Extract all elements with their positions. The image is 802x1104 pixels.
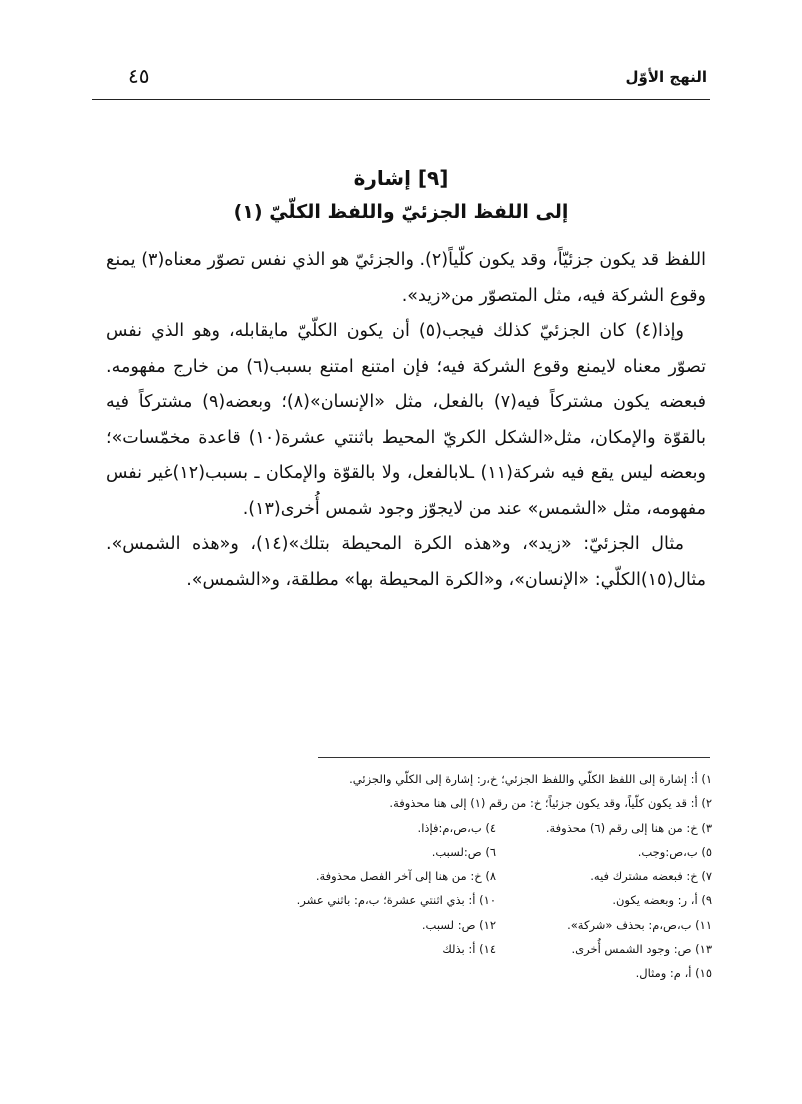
footnote-7: ٧) خ: فبعضه مشترك فيه. <box>590 869 712 884</box>
section-title: إلى اللفظ الجزئيّ واللفظ الكلّيّ (١) <box>233 201 569 223</box>
footnote-10: ١٠) أ: بذي اثنتي عشرة؛ ب،م: باثني عشر. <box>296 893 496 908</box>
footnote-pair <box>200 840 712 864</box>
footnote-1: ١) أ: إشارة إلى اللفظ الكلّي واللفظ الجزئي؛ خ،ر: إشارة إلى الكلّي والجزئي. <box>349 772 712 786</box>
footnote-3: ٣) خ: من هنا إلى رقم (٦) محذوفة. <box>545 820 712 835</box>
footnote-11: ١١) ب،ص،م: بحذف «شركة». <box>567 917 712 932</box>
page-number: ٤٥ <box>128 64 150 88</box>
footnote-pair <box>200 913 712 937</box>
footnote-12: ١٢) ص: لسبب. <box>421 917 496 932</box>
main-text <box>106 243 706 598</box>
footnote-separator <box>318 757 710 758</box>
footnote-9: ٩) أ، ر: وبعضه يكون. <box>612 893 712 908</box>
footnote-pair <box>200 864 712 888</box>
footnote-2: ٢) أ: قد يكون كلّياً، وقد يكون جزئياً؛ خ: من رقم (١) إلى هنا محذوفة. <box>389 796 712 811</box>
footnote-8: ٨) خ: من هنا إلى آخر الفصل محذوفة. <box>315 869 496 884</box>
footnote-4: ٤) ب،ص،م:فإذا. <box>417 820 496 835</box>
footnote-pair <box>200 937 712 961</box>
footnotes <box>200 767 712 986</box>
section-label: [٩] إشارة <box>353 166 449 190</box>
footnote-6: ٦) ص:لسبب. <box>431 844 496 859</box>
footnote-15: ١٥) أ، م: ومثال. <box>635 966 712 981</box>
footnote-5: ٥) ب،ص:وجب. <box>637 844 712 859</box>
paragraph-definition: اللفظ قد يكون جزئيّاً، وقد يكون كلّياً(٢). والجزئيّ هو الذي نفس تصوّر معناه(٣) يمنع وقوع الشركة فيه، مثل المتصوّر من«زيد». <box>106 250 706 306</box>
footnote-13: ١٣) ص: وجود الشمس أُخرى. <box>571 942 712 957</box>
header-rule <box>92 99 710 100</box>
footnote-pair <box>200 816 712 840</box>
paragraph-examples: مثال الجزئيّ: «زيد»، و«هذه الكرة المحيطة بتلك»(١٤)، و«هذه الشمس». مثال(١٥)الكلّي: «الإنسان»، و«الكرة المحيطة بها» مطلقة، و«الشمس». <box>106 534 706 590</box>
footnote-pair <box>200 888 712 912</box>
footnote-14: ١٤) أ: بذلك <box>442 942 496 957</box>
running-title: النهج الأوّل <box>625 68 707 86</box>
paragraph-universal: وإذا(٤) كان الجزئيّ كذلك فيجب(٥) أن يكون الكلّيّ مايقابله، وهو الذي نفس تصوّر معناه لايمنع وقوع الشركة فيه؛ فإن امتنع امتنع بسبب(٦) من خارج مفهومه. فبعضه يكون مشتركاً فيه(٧) بالفعل، مثل «الإنسان»(٨)؛ وبعضه(٩) مشتركاً فيه بالقوّة والإمكان، مثل«الشكل الكريّ المحيط باثنتي عشرة(١٠) قاعدة مخمّسات»؛ وبعضه ليس يقع فيه شركة(١١) ـلابالفعل، ولا بالقوّة والإمكان ـ بسبب(١٢)غير نفس مفهومه، مثل «الشمس» عند من لايجوّز وجود شمس أُخرى(١٣). <box>106 321 707 519</box>
